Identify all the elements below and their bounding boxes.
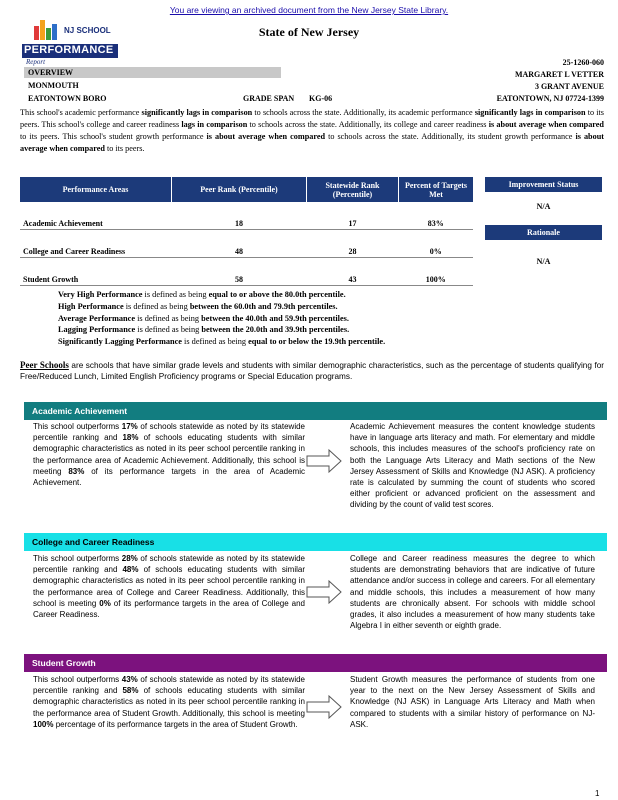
row-targets-met: 100% [399,257,474,285]
definition-item: Lagging Performance is defined as being between the 20.0th and 39.9th percentiles. [58,325,350,335]
row-statewide-rank: 43 [307,257,399,285]
college-career-readiness-summary: This school outperforms 28% of schools statewide as noted by its statewide percentile ranking and 48% of schools educating students with similar demographic characteristics as noted in its peer school percentile ranking in the performance area of College and Career Readiness. Additionally, this school is meeting 0% of its performance targets in the area of College and Career Readiness. [33,554,306,620]
row-peer-rank: 18 [172,202,307,229]
row-peer-rank: 58 [172,257,307,285]
col-header-statewide-rank: Statewide Rank (Percentile) [307,177,399,202]
row-statewide-rank: 28 [307,229,399,257]
logo-line2: PERFORMANCE [24,44,114,56]
rationale-header: Rationale [485,225,602,240]
row-peer-rank: 48 [172,229,307,257]
nj-school-performance-logo [20,16,120,68]
grade-span-label: GRADE SPAN [243,94,295,103]
section-header-academic-achievement: Academic Achievement [24,402,607,420]
college-career-readiness-description: College and Career readiness measures the degree to which students are demonstrating behaviors that are indicative of future attendance and/or success in college and careers. For all elementary and middle schools, this includes a measurement of how many students are chronically absent. For schools with middle school grades, it also includes a measurement of how many students take Algebra I in either seventh or eighth grade. [350,554,595,631]
school-name: MARGARET L VETTER [514,70,604,79]
school-city: EATONTOWN, NJ 07724-1399 [496,94,604,103]
row-area: Student Growth [20,257,172,285]
arrow-right-icon [305,579,343,605]
definition-item: Average Performance is defined as being between the 40.0th and 59.9th percentiles. [58,313,349,323]
table-row [20,229,473,257]
definition-item: Significantly Lagging Performance is defined as being equal to or below the 19.9th percentile. [58,337,386,347]
improvement-status-header: Improvement Status [485,177,602,192]
state-title: State of New Jersey [258,25,360,39]
peer-schools-label: Peer Schools [20,360,69,370]
school-code: 25-1260-060 [562,58,604,67]
definition-item: Very High Performance is defined as being equal to or above the 80.0th percentile. [58,290,346,299]
grade-span-value: KG-06 [309,94,333,103]
school-address: 3 GRANT AVENUE [534,82,604,91]
section-header-student-growth: Student Growth [24,654,607,672]
row-targets-met: 0% [399,229,474,257]
academic-achievement-summary: This school outperforms 17% of schools statewide as noted by its statewide percentile ranking and 18% of schools educating students with similar demographic characteristics as noted in its peer school percentile ranking in the performance area of Academic Achievement. Additionally, this school is meeting 83% of its performance targets in the area of Academic Achievement. [33,422,305,488]
row-statewide-rank: 17 [307,202,399,229]
row-targets-met: 83% [399,202,474,229]
col-header-area: Performance Areas [20,177,172,202]
overview-label: OVERVIEW [24,67,281,78]
performance-table [20,177,473,286]
archived-notice [0,5,618,15]
performance-definitions [58,289,385,348]
logo-line3: Report [26,58,46,66]
student-growth-summary: This school outperforms 43% of schools statewide as noted by its statewide percentile ranking and 58% of schools educating students with similar demographic characteristics as noted in its peer school percentile ranking in the performance area of Student Growth. Additionally, this school is meeting 100% percentage of its performance targets in the area of Student Growth. [33,675,305,729]
row-area: Academic Achievement [20,202,172,229]
archived-notice-link[interactable]: You are viewing an archived document from the New Jersey State Library. [169,5,449,15]
rationale-value: N/A [536,257,551,266]
table-row [20,202,473,229]
student-growth-description: Student Growth measures the performance of students from one year to the next on the New Jersey Assessment of Skills and Knowledge (NJ ASK) in Language Arts Literacy and Math when compared to students with a similar history of performance on NJ-ASK. [350,675,595,729]
table-row [20,257,473,285]
col-header-peer-rank: Peer Rank (Percentile) [172,177,307,202]
arrow-right-icon [305,694,343,720]
page-number: 1 [595,789,600,798]
peer-schools-definition: Peer Schools are schools that have similar grade levels and students with similar demographic characteristics, such as the percentage of students qualifying for Free/Reduced Lunch, Limited English Proficiency programs or Special Education programs. [20,360,604,381]
academic-achievement-description: Academic Achievement measures the content knowledge students have in language arts literacy and math. For elementary and middle schools, this includes measures of the school's proficiency rate on both the Language Arts Literacy and Math sections of the New Jersey Assessment of Skills and Knowledge (NJ ASK). A proficiency rate is calculated by summing the count of students who scored either proficient or advanced proficient on the assessment and dividing by the count of valid test scores. [350,422,595,510]
col-header-targets-met: Percent of Targets Met [399,177,474,202]
definition-item: High Performance is defined as being between the 60.0th and 79.9th percentiles. [58,301,338,311]
arrow-right-icon [305,448,343,474]
improvement-status-value: N/A [536,202,551,211]
district-name: EATONTOWN BORO [28,94,107,103]
summary-paragraph: This school's academic performance significantly lags in comparison to schools across the state. Additionally, its academic performance significantly lags in comparison to its peers. This school's college and career readiness lags in comparison to schools across the state. Additionally, its college and career readiness is about average when compared to its peers. This school's student growth performance is about average when compared to schools across the state. Additionally, its student growth performance is about average when compared to its peers. [20,108,604,153]
county-name: MONMOUTH [28,81,79,90]
section-header-college-career-readiness: College and Career Readiness [24,533,607,551]
row-area: College and Career Readiness [20,229,172,257]
logo-line1: NJ SCHOOL [64,26,111,35]
